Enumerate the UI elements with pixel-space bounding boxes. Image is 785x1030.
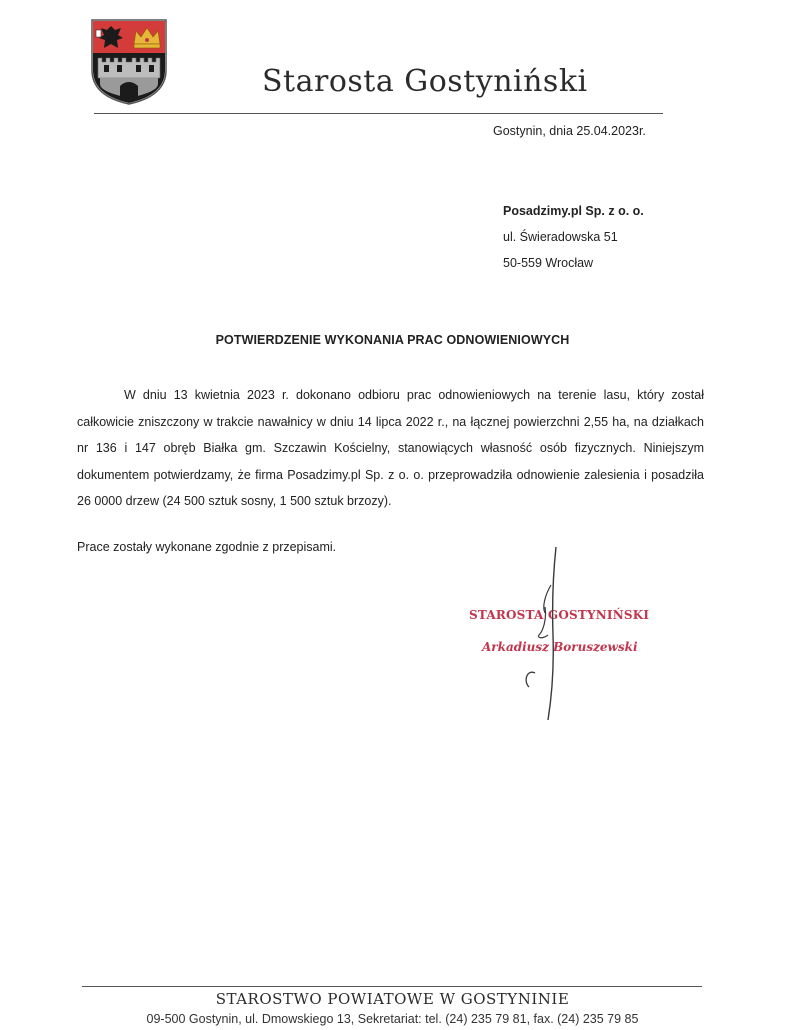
page-title: Starosta Gostyniński [262, 64, 588, 99]
footer-divider [82, 986, 702, 987]
handwritten-signature [515, 545, 575, 725]
body-paragraph: W dniu 13 kwietnia 2023 r. dokonano odbioru prac odnowieniowych na terenie lasu, który został całkowicie zniszczony w trakcie nawałnicy w dniu 14 lipca 2022 r., na łącznej powierzchni 2,55 ha, na działkach nr 136 i 147 obręb Białka gm. Szczawin Kościelny, stanowiących własność osób fizycznych. Niniejszym dokumentem potwierdzamy, że firma Posadzimy.pl Sp. z o. o. przeprowadziła odnowienie zalesienia i posadziła 26 0000 drzew (24 500 sztuk sosny, 1 500 sztuk brzozy). [77, 388, 704, 508]
document-date: Gostynin, dnia 25.04.2023r. [493, 124, 646, 138]
document-title: POTWIERDZENIE WYKONANIA PRAC ODNOWIENIOWYCH [215, 333, 570, 347]
footer-address: 09-500 Gostynin, ul. Dmowskiego 13, Sekretariat: tel. (24) 235 79 81, fax. (24) 235 79 85 [146, 1012, 639, 1026]
document-body [77, 382, 704, 515]
stamp-name: Arkadiusz Boruszewski [482, 640, 638, 654]
header-divider [94, 113, 663, 114]
coat-of-arms-icon [90, 18, 168, 106]
footer-title: STAROSTWO POWIATOWE W GOSTYNINIE [215, 990, 570, 1008]
stamp-title: STAROSTA GOSTYNIŃSKI [469, 608, 650, 622]
recipient-company: Posadzimy.pl Sp. z o. o. [503, 204, 644, 218]
closing-sentence: Prace zostały wykonane zgodnie z przepisami. [77, 540, 337, 554]
coat-of-arms [90, 18, 168, 106]
recipient-city: 50-559 Wrocław [503, 256, 594, 270]
recipient-street: ul. Świeradowska 51 [503, 230, 618, 244]
